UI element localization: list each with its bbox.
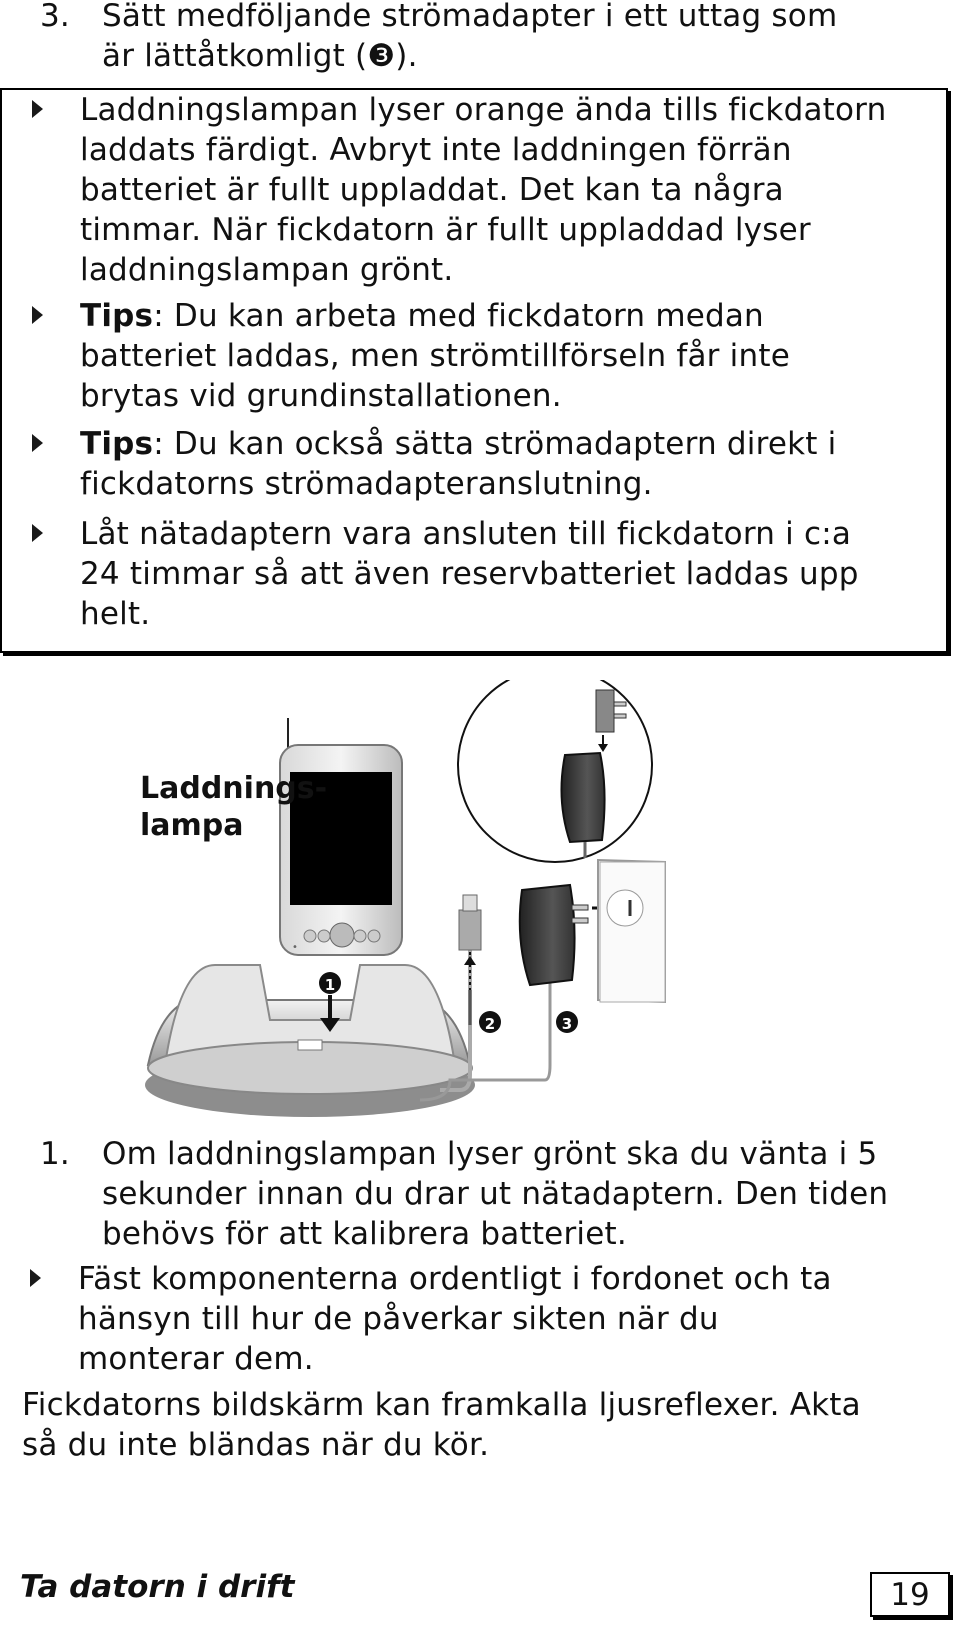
bullet-arrow-icon — [32, 306, 43, 324]
note-text: Tips: Du kan arbeta med fickdatorn medan batteriet laddas, men strömtillförseln får inte brytas vid grundinstallationen. — [80, 298, 790, 414]
adapter-detail-circle — [458, 680, 652, 862]
tips-label: Tips — [80, 298, 154, 334]
tips-label: Tips — [80, 426, 154, 462]
charging-illustration — [120, 680, 840, 1170]
page-number: 19 — [870, 1572, 950, 1617]
charging-lamp-label: Laddnings- lampa — [140, 771, 328, 843]
step-number: 1. — [40, 1136, 70, 1172]
wall-outlet — [598, 860, 665, 1002]
bullet-arrow-icon — [32, 100, 43, 118]
svg-text:•: • — [292, 942, 298, 953]
step-number: 3. — [40, 0, 70, 34]
svg-text:3: 3 — [561, 1015, 573, 1033]
vehicle-note-text: Fäst komponenterna ordentligt i fordonet och ta hänsyn till hur de påverkar sikten när du monterar dem. — [78, 1261, 832, 1377]
glare-paragraph: Fickdatorns bildskärm kan framkalla ljusreflexer. Akta så du inte bländas när du kör. — [22, 1387, 861, 1463]
note-text: Laddningslampan lyser orange ända tills fickdatorn laddats färdigt. Avbryt inte laddningen förrän batteriet är fullt uppladdat. Det kan ta några timmar. När fickdatorn är fullt uppladdad lyser laddningslampan grönt. — [80, 92, 887, 288]
note-text: Tips: Du kan också sätta strömadaptern direkt i fickdatorns strömadapteranslutning. — [80, 426, 837, 502]
cradle — [145, 965, 475, 1117]
chapter-title: Ta datorn i drift — [20, 1569, 295, 1605]
charging-diagram — [120, 680, 840, 1170]
notes-box — [0, 88, 948, 653]
bullet-arrow-icon — [32, 524, 43, 542]
bullet-arrow-icon — [32, 434, 43, 452]
step-text: Om laddningslampan lyser grönt ska du vänta i 5 sekunder innan du drar ut nätadaptern. Den tiden behövs för att kalibrera batteriet. — [102, 1136, 889, 1252]
step-text: Sätt medföljande strömadapter i ett uttag som är lättåtkomligt (❸). — [102, 0, 838, 74]
bullet-arrow-icon — [30, 1269, 41, 1287]
note-text: Låt nätadaptern vara ansluten till fickdatorn i c:a 24 timmar så att även reservbatteriet laddas upp helt. — [80, 516, 859, 632]
svg-text:1: 1 — [324, 976, 336, 994]
svg-text:2: 2 — [484, 1015, 496, 1033]
